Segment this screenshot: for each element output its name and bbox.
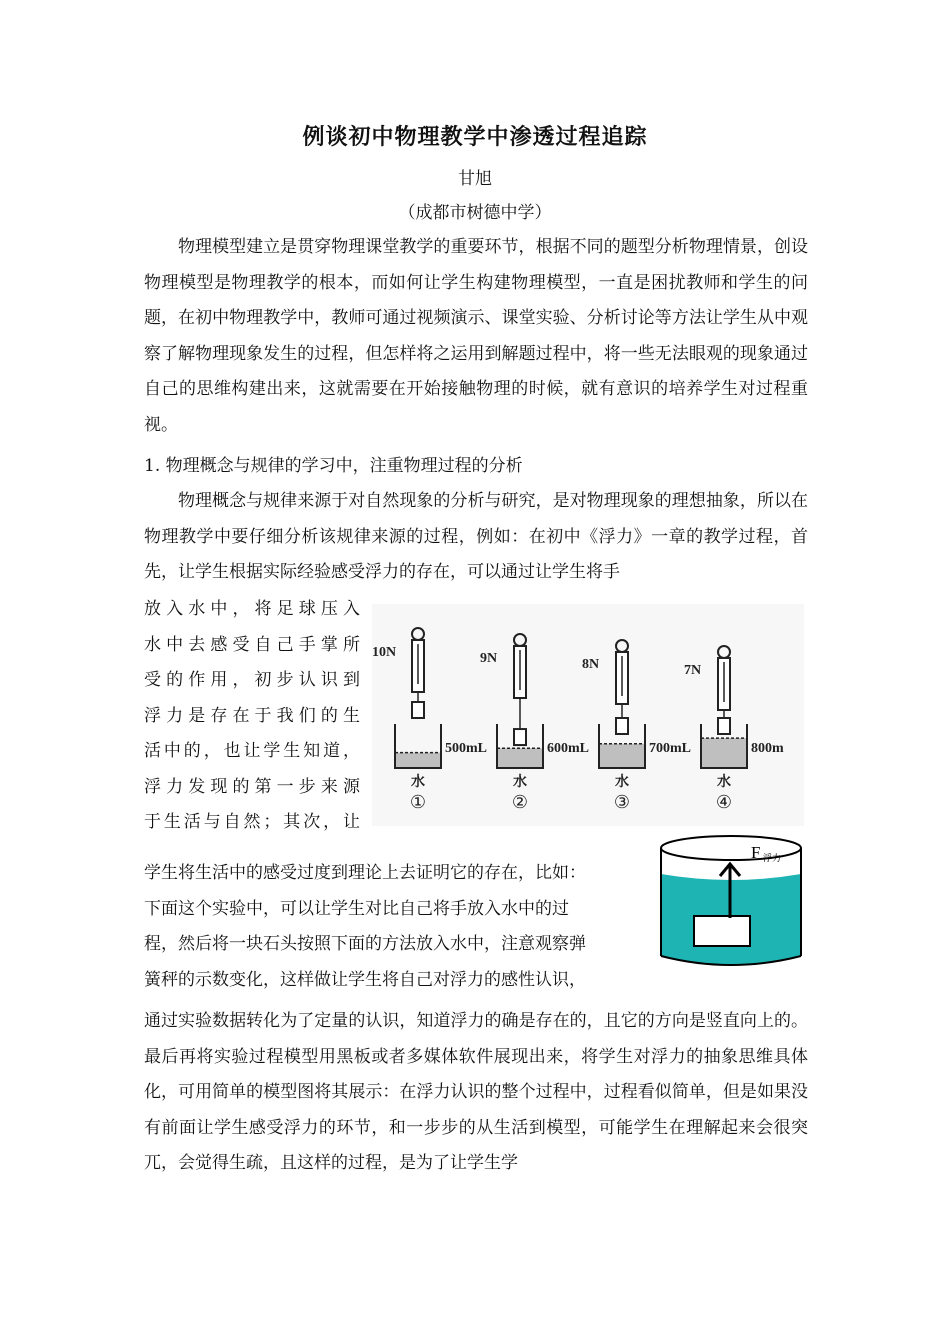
liquid-label: 水	[615, 774, 629, 790]
beaker-water	[599, 744, 645, 768]
text-line: 受的作用，初步认识到	[144, 670, 360, 690]
paragraph-left-column	[144, 592, 360, 841]
text-line: 于生活与自然；其次，让	[144, 812, 360, 832]
volume-label: 500mL	[445, 741, 487, 756]
paragraph-mid-column	[144, 856, 648, 998]
text-line: 放入水中，将足球压入	[144, 599, 360, 619]
text-line: 学生将生活中的感受过度到理论上去证明它的存在，比如：	[144, 863, 586, 883]
force-reading-label: 9N	[480, 651, 498, 666]
stone-block	[514, 729, 526, 745]
paragraph-intro: 物理模型建立是贯穿物理课堂教学的重要环节，根据不同的题型分析物理情景，创设物理模型是物理教学的根本，而如何让学生构建物理模型，一直是困扰教师和学生的问题，在初中物理教学中，教师可通过视频演示、课堂实验、分析讨论等方法让学生从中观察了解物理现象发生的过程，但怎样将之运用到解题过程中，将一些无法眼观的现象通过自己的思维构建出来，这就需要在开始接触物理的时候，就有意识的培养学生对过程重视。	[144, 237, 808, 435]
section-heading: 1. 物理概念与规律的学习中，注重物理过程的分析	[144, 456, 523, 476]
text-line: 水中去感受自己手掌所	[144, 634, 360, 655]
text-line: 簧秤的示数变化，这样做让学生将自己对浮力的感性认识，	[144, 969, 586, 990]
beaker-water	[701, 738, 747, 768]
paragraph-concept-end: 通过实验数据转化为了定量的认识，知道浮力的确是存在的，且它的方向是竖直向上的。最后再将实验过程模型用黑板或者多媒体软件展现出来，将学生对浮力的抽象思维具体化，可用简单的模型图将其展示：在浮力认识的整个过程中，过程看似简单，但是如果没有前面让学生感受浮力的环节，和一步步的从生活到模型，可能学生在理解起来会很突兀，会觉得生疏，且这样的过程，是为了让学生学	[144, 1011, 808, 1173]
liquid-label: 水	[411, 774, 425, 790]
stone-block	[718, 718, 730, 734]
text-line: 下面这个实验中，可以让学生对比自己将手放入水中的过	[144, 898, 569, 919]
volume-label: 700mL	[649, 741, 691, 756]
beaker-water	[497, 748, 543, 768]
stone-block	[412, 702, 424, 718]
figure-background	[372, 604, 804, 826]
experiment-figure	[372, 604, 804, 826]
liquid-label: 水	[717, 774, 731, 790]
text-line: 活中的，也让学生知道，	[144, 741, 360, 761]
setup-number: ③	[613, 792, 631, 813]
text-line: 程，然后将一块石头按照下面的方法放入水中，注意观察弹	[144, 934, 586, 954]
liquid-label: 水	[513, 774, 527, 790]
force-subscript: 浮力	[763, 854, 782, 864]
setup-number: ④	[715, 792, 733, 813]
volume-label: 800m	[751, 741, 784, 756]
setup-number: ②	[511, 792, 529, 813]
document-title: 例谈初中物理教学中渗透过程追踪	[302, 125, 648, 150]
force-label: F	[751, 843, 761, 862]
author-name: 甘旭	[458, 169, 492, 189]
paragraph-concept-start: 物理概念与规律来源于对自然现象的分析与研究，是对物理现象的理想抽象，所以在物理教学中要仔细分析该规律来源的过程，例如：在初中《浮力》一章的教学过程，首先，让学生根据实际经验感受浮力的存在，可以通过让学生将手	[144, 491, 808, 582]
beaker-water	[395, 753, 441, 768]
setup-number: ①	[409, 792, 427, 813]
force-reading-label: 10N	[372, 645, 397, 660]
submerged-block	[694, 916, 750, 946]
buoyancy-model-figure	[656, 834, 806, 982]
force-reading-label: 7N	[684, 663, 702, 678]
text-line: 浮力发现的第一步来源	[144, 776, 360, 797]
force-reading-label: 8N	[582, 657, 600, 672]
author-affiliation: （成都市树德中学）	[398, 203, 552, 223]
stone-block	[616, 718, 628, 734]
volume-label: 600mL	[547, 741, 589, 756]
text-line: 浮力是存在于我们的生	[144, 705, 360, 726]
